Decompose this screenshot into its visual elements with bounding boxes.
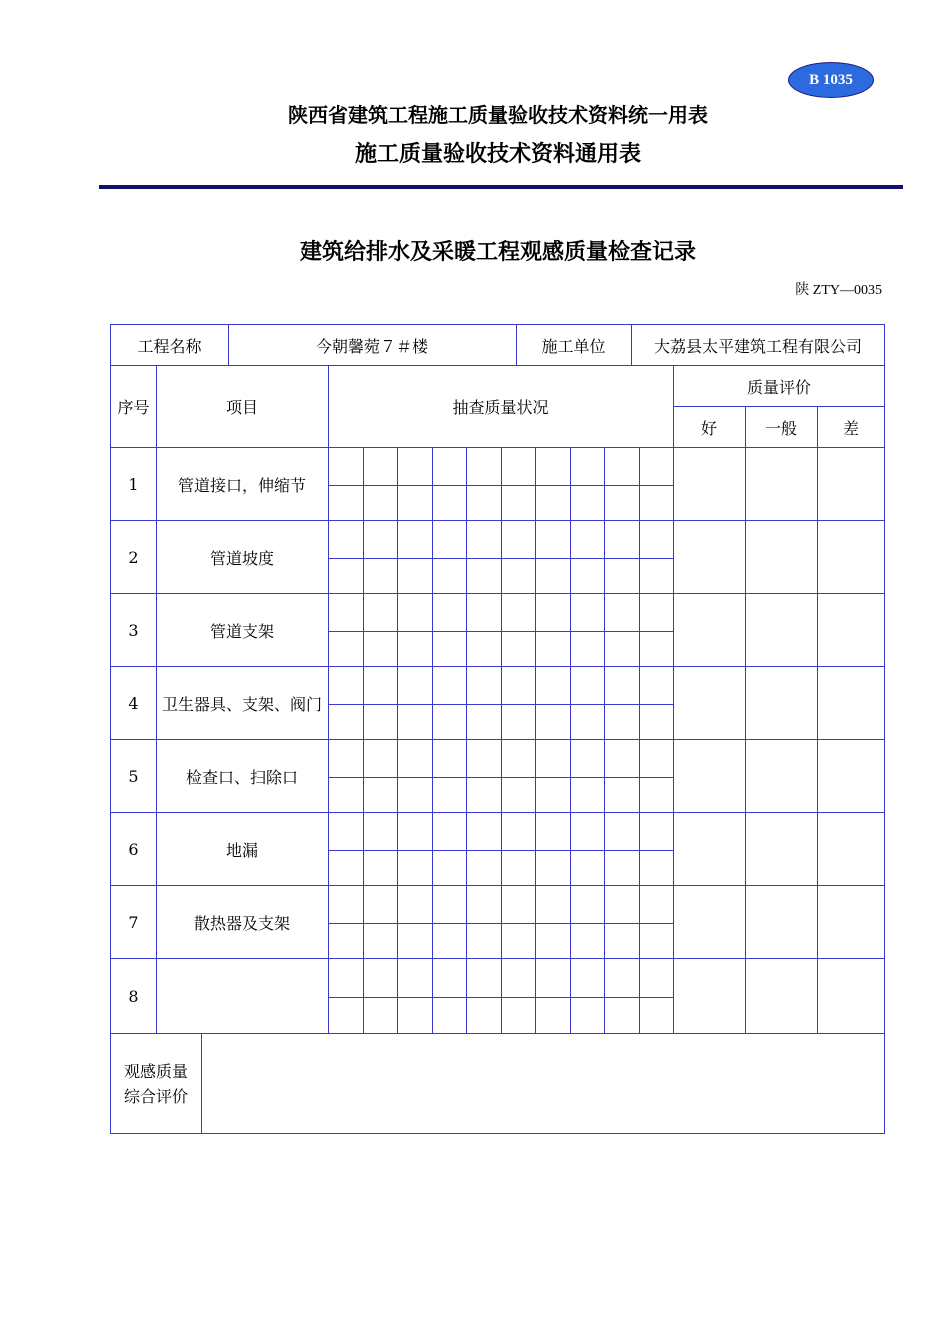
- row-item: 管道支架: [209, 622, 274, 641]
- grid-line: [111, 365, 884, 366]
- grid-line: [363, 448, 364, 1034]
- grid-line: [466, 448, 467, 1034]
- grid-line: [201, 1034, 202, 1134]
- grid-line: [111, 593, 884, 594]
- row-item: 卫生器具、支架、阀门: [161, 695, 322, 714]
- inspection-table: [110, 324, 885, 1134]
- item-header: 项目: [225, 398, 258, 417]
- grid-line: [745, 407, 746, 1034]
- row-item: 散热器及支架: [193, 914, 290, 933]
- grid-line: [673, 366, 674, 1034]
- form-number-badge: B 1035: [788, 62, 874, 98]
- grid-line: [111, 520, 884, 521]
- grid-line: [516, 325, 517, 365]
- grid-line: [328, 558, 673, 559]
- row-item: 地漏: [225, 841, 258, 860]
- sampling-header: 抽查质量状况: [452, 398, 549, 417]
- rating-good-header: 好: [700, 418, 717, 438]
- header-divider: [99, 185, 903, 189]
- contractor-value[interactable]: 大荔县太平建筑工程有限公司: [653, 336, 862, 356]
- rating-poor-header: 差: [842, 418, 859, 438]
- grid-line: [673, 406, 885, 407]
- grid-line: [328, 485, 673, 486]
- grid-line: [111, 666, 884, 667]
- grid-line: [328, 366, 329, 1034]
- grid-line: [631, 325, 632, 365]
- summary-value[interactable]: [201, 1034, 885, 1134]
- grid-line: [328, 777, 673, 778]
- grid-line: [111, 739, 884, 740]
- row-number: 5: [128, 767, 139, 786]
- grid-line: [604, 448, 605, 1034]
- document-title: 建筑给排水及采暖工程观感质量检查记录: [299, 240, 696, 265]
- grid-line: [111, 958, 884, 959]
- seq-header: 序号: [117, 398, 150, 417]
- grid-line: [111, 812, 884, 813]
- row-number: 4: [128, 694, 139, 713]
- grid-line: [328, 850, 673, 851]
- row-number: 7: [128, 913, 139, 932]
- grid-line: [570, 448, 571, 1034]
- header-line-1: 陕西省建筑工程施工质量验收技术资料统一用表: [288, 103, 708, 127]
- project-name-label: 工程名称: [137, 336, 202, 356]
- grid-line: [111, 447, 884, 448]
- grid-line: [111, 1033, 884, 1034]
- row-number: 1: [128, 475, 139, 494]
- grid-line: [432, 448, 433, 1034]
- rating-header: 质量评价: [746, 377, 811, 397]
- row-number: 8: [128, 987, 139, 1006]
- header-line-2: 施工质量验收技术资料通用表: [354, 142, 641, 167]
- contractor-label: 施工单位: [541, 336, 606, 356]
- project-name-value[interactable]: 今朝馨菀７＃楼: [315, 336, 428, 356]
- grid-line: [639, 448, 640, 1034]
- grid-line: [397, 448, 398, 1034]
- row-number: 3: [128, 621, 139, 640]
- row-item[interactable]: [156, 959, 328, 1034]
- document-code: 陕 ZTY—0035: [795, 283, 882, 298]
- row-item: 管道接口，伸缩节: [177, 476, 306, 495]
- grid-line: [535, 448, 536, 1034]
- grid-line: [501, 448, 502, 1034]
- grid-line: [111, 885, 884, 886]
- grid-line: [328, 923, 673, 924]
- row-item: 检查口、扫除口: [185, 768, 298, 787]
- grid-line: [817, 407, 818, 1034]
- summary-label: 观感质量 综合评价: [123, 1062, 188, 1106]
- grid-line: [328, 631, 673, 632]
- rating-fair-header: 一般: [764, 418, 797, 438]
- row-item: 管道坡度: [209, 549, 274, 568]
- grid-line: [228, 325, 229, 365]
- grid-line: [328, 704, 673, 705]
- grid-line: [328, 997, 673, 998]
- grid-line: [156, 366, 157, 1034]
- row-number: 2: [128, 548, 139, 567]
- row-number: 6: [128, 840, 139, 859]
